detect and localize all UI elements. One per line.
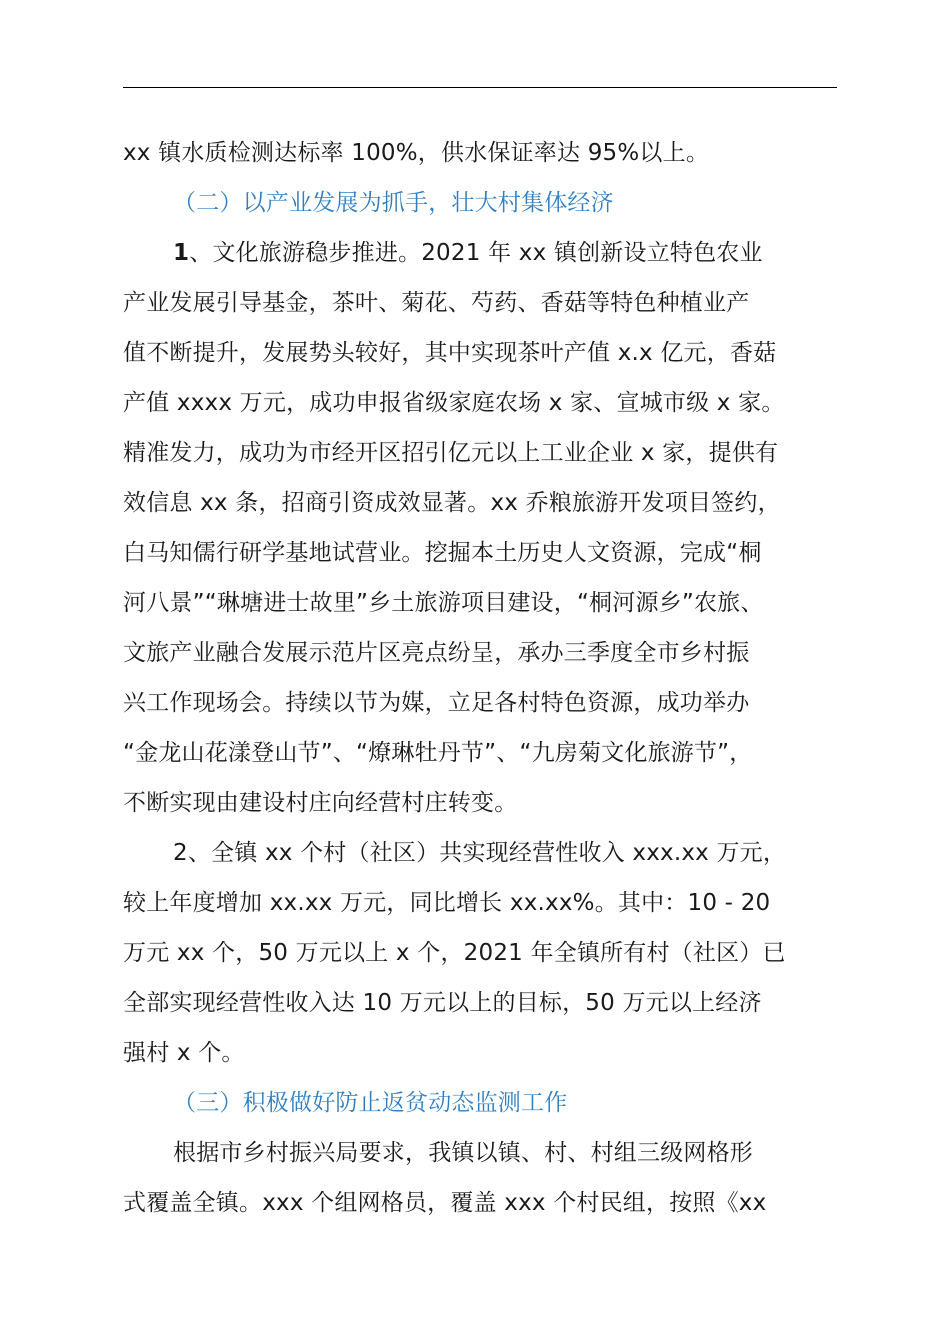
paragraph-line: 产值 xxxx 万元，成功申报省级家庭农场 x 家、宣城市级 x 家。 (123, 390, 785, 416)
section-heading-3: （三）积极做好防止返贫动态监测工作 (173, 1090, 568, 1116)
paragraph-line: 根据市乡村振兴局要求，我镇以镇、村、村组三级网格形 (173, 1140, 753, 1166)
paragraph-line: 式覆盖全镇。xxx 个组网格员，覆盖 xxx 个村民组，按照《xx (123, 1190, 767, 1216)
item-number: 1 (173, 240, 190, 266)
paragraph-line: 精准发力，成功为市经开区招引亿元以上工业企业 x 家，提供有 (123, 440, 779, 466)
paragraph-line: 强村 x 个。 (123, 1040, 245, 1066)
paragraph-line: 较上年度增加 xx.xx 万元，同比增长 xx.xx%。其中：10 - 20 (123, 890, 771, 916)
section-heading-2: （二）以产业发展为抓手，壮大村集体经济 (173, 190, 614, 216)
document-body (123, 128, 837, 1228)
paragraph-line: “金龙山花漾登山节”、“燎琳牡丹节”、“九房菊文化旅游节”， (123, 740, 753, 766)
paragraph-line: 河八景”“琳塘进士故里”乡土旅游项目建设，“桐河源乡”农旅、 (123, 590, 764, 616)
paragraph-line: 不断实现由建设村庄向经营村庄转变。 (123, 790, 518, 816)
paragraph-line: 2、全镇 xx 个村（社区）共实现经营性收入 xxx.xx 万元， (173, 840, 787, 866)
paragraph-line: 全部实现经营性收入达 10 万元以上的目标，50 万元以上经济 (123, 990, 762, 1016)
paragraph-line: 文旅产业融合发展示范片区亮点纷呈，承办三季度全市乡村振 (123, 640, 750, 666)
paragraph-line: 兴工作现场会。持续以节为媒，立足各村特色资源，成功举办 (123, 690, 750, 716)
paragraph-line: 效信息 xx 条，招商引资成效显著。xx 乔粮旅游开发项目签约， (123, 490, 781, 516)
paragraph-line: 产业发展引导基金，茶叶、菊花、芍药、香菇等特色种植业产 (123, 290, 750, 316)
paragraph-line: xx 镇水质检测达标率 100%，供水保证率达 95%以上。 (123, 140, 710, 166)
header-rule (123, 87, 837, 88)
paragraph-line: 白马知儒行研学基地试营业。挖掘本土历史人文资源，完成“桐 (123, 540, 762, 566)
paragraph-line (123, 228, 837, 278)
paragraph-line: 万元 xx 个，50 万元以上 x 个，2021 年全镇所有村（社区）已 (123, 940, 786, 966)
paragraph-line-text: 、文化旅游稳步推进。2021 年 xx 镇创新设立特色农业 (189, 240, 763, 266)
paragraph-line: 值不断提升，发展势头较好，其中实现茶叶产值 x.x 亿元，香菇 (123, 340, 777, 366)
